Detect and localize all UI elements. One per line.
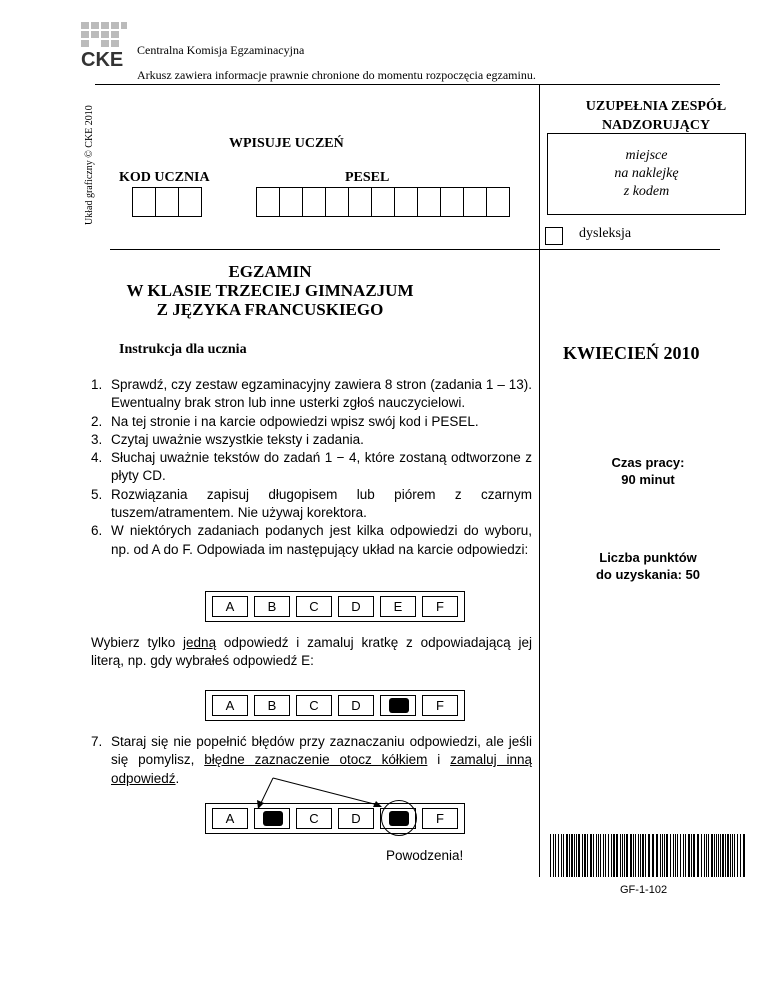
barcode-bar xyxy=(691,834,692,877)
answer-example-corrected xyxy=(205,803,465,834)
barcode-bar xyxy=(670,834,671,877)
answer-cell: D xyxy=(338,596,374,617)
fill-mark xyxy=(263,811,283,826)
barcode-bar xyxy=(593,834,594,877)
answer-cell: F xyxy=(422,695,458,716)
barcode-bar xyxy=(642,834,644,877)
barcode-bar xyxy=(635,834,636,877)
barcode-bar xyxy=(648,834,650,877)
answer-cell: E xyxy=(380,596,416,617)
barcode-bar xyxy=(701,834,702,877)
answer-cell: B xyxy=(254,596,290,617)
barcode-bar xyxy=(555,834,556,877)
barcode-bar xyxy=(603,834,604,877)
answer-cell: A xyxy=(212,808,248,829)
answer-cell: A xyxy=(212,695,248,716)
answer-cell-filled xyxy=(254,808,290,829)
barcode-bar xyxy=(688,834,690,877)
answer-cell: A xyxy=(212,596,248,617)
barcode-bar xyxy=(590,834,592,877)
barcode-bar xyxy=(714,834,715,877)
dyslexia-checkbox[interactable] xyxy=(545,227,563,245)
barcode-bar xyxy=(662,834,663,877)
supervisor-heading: UZUPEŁNIA ZESPÓŁ NADZORUJĄCY xyxy=(585,99,727,133)
top-rule xyxy=(95,84,720,85)
barcode-bar xyxy=(704,834,705,877)
barcode-bar xyxy=(611,834,612,877)
barcode-bar xyxy=(633,834,634,877)
list-item: 6. W niektórych zadaniach podanych jest kilka odpowiedzi do wyboru, np. od A do F. Odpowiada im następujący układ na karcie odpowiedzi: xyxy=(91,523,532,557)
barcode-bar xyxy=(640,834,641,877)
barcode-bar xyxy=(693,834,695,877)
barcode-bar xyxy=(558,834,559,877)
section-rule xyxy=(110,249,720,250)
barcode-bar xyxy=(624,834,625,877)
barcode-bar xyxy=(660,834,661,877)
fill-mark xyxy=(389,698,409,713)
barcode-bar xyxy=(722,834,724,877)
confidential-notice: Arkusz zawiera informacje prawnie chronione do momentu rozpoczęcia egzaminu. xyxy=(137,68,536,82)
exam-duration: Czas pracy: 90 minut xyxy=(611,455,685,487)
pesel-field[interactable] xyxy=(257,187,510,217)
list-item: 4. Słuchaj uważnie tekstów do zadań 1 − 4, które zostaną odtworzone z płyty CD. xyxy=(91,450,532,484)
barcode-bar xyxy=(664,834,665,877)
barcode-bar xyxy=(622,834,623,877)
list-item: 3. Czytaj uważnie wszystkie teksty i zadania. xyxy=(91,431,364,447)
form-code: GF-1-102 xyxy=(620,884,668,896)
answer-cell: D xyxy=(338,808,374,829)
answer-cell: F xyxy=(422,808,458,829)
answer-cell: D xyxy=(338,695,374,716)
barcode-bar xyxy=(683,834,684,877)
barcode-bar xyxy=(561,834,562,877)
exam-date: KWIECIEŃ 2010 xyxy=(563,343,700,363)
barcode-sticker-area: miejsce na naklejkę z kodem xyxy=(547,133,746,215)
barcode-bar xyxy=(734,834,735,877)
instructions-list xyxy=(91,376,532,559)
barcode-bar xyxy=(685,834,686,877)
barcode-bar xyxy=(587,834,588,877)
barcode-bar xyxy=(677,834,678,877)
barcode-bar xyxy=(708,834,709,877)
barcode-bar xyxy=(730,834,731,877)
barcode-bar xyxy=(574,834,575,877)
barcode-bar xyxy=(706,834,707,877)
exam-title: EGZAMIN W KLASIE TRZECIEJ GIMNAZJUM Z JĘZYKA FRANCUSKIEGO xyxy=(126,262,414,319)
barcode-bar xyxy=(605,834,606,877)
answer-cell: B xyxy=(254,695,290,716)
column-divider xyxy=(539,84,540,877)
answer-cell: C xyxy=(296,808,332,829)
answer-example-filled xyxy=(205,690,465,721)
answer-cell: C xyxy=(296,695,332,716)
svg-text:CKE: CKE xyxy=(81,49,124,70)
barcode-bar xyxy=(673,834,674,877)
barcode-bar xyxy=(578,834,580,877)
answer-cell: F xyxy=(422,596,458,617)
student-heading: WPISUJE UCZEŃ xyxy=(229,136,344,151)
barcode-bar xyxy=(725,834,726,877)
barcode-bar xyxy=(743,834,745,877)
barcode-bar xyxy=(550,834,551,877)
barcode-bar xyxy=(732,834,733,877)
barcode-bar xyxy=(596,834,597,877)
barcode-bar xyxy=(652,834,654,877)
barcode-bar xyxy=(620,834,621,877)
cke-logo xyxy=(79,20,129,70)
instructions-heading: Instrukcja dla ucznia xyxy=(119,342,247,357)
answer-cell-filled xyxy=(380,695,416,716)
graphic-credit: Układ graficzny © CKE 2010 xyxy=(84,105,95,225)
student-code-label: KOD UCZNIA xyxy=(119,170,210,185)
barcode-bar xyxy=(582,834,583,877)
answer-cell-circled xyxy=(380,808,416,829)
barcode-bar xyxy=(569,834,570,877)
list-item: 1. Sprawdź, czy zestaw egzaminacyjny zawiera 8 stron (zadania 1 – 13). Ewentualny brak stron lub inne usterki zgłoś nauczycielowi. xyxy=(91,377,532,411)
barcode-bar xyxy=(553,834,554,877)
barcode-bar xyxy=(697,834,699,877)
list-item: 7. Staraj się nie popełnić błędów przy zaznaczaniu odpowiedzi, ale jeśli się pomylisz, błędne zaznaczenie otocz kółkiem i zamaluj inną odpowiedź. xyxy=(91,734,532,786)
correction-circle xyxy=(381,800,417,836)
answer-cell: C xyxy=(296,596,332,617)
barcode-bar xyxy=(600,834,601,877)
choose-instruction: Wybierz tylko jedną odpowiedź i zamaluj kratkę z odpowiadającą jej literą, np. gdy wybrałeś odpowiedź E: xyxy=(91,635,532,669)
barcode-bar xyxy=(711,834,713,877)
barcode-bar xyxy=(656,834,658,877)
barcode-bar xyxy=(598,834,599,877)
barcode-bar xyxy=(718,834,719,877)
answer-example-blank xyxy=(205,591,465,622)
list-item: 2. Na tej stronie i na karcie odpowiedzi wpisz swój kod i PESEL. xyxy=(91,413,479,429)
barcode-bar xyxy=(727,834,729,877)
barcode-bar xyxy=(576,834,577,877)
barcode-bar xyxy=(645,834,646,877)
pesel-label: PESEL xyxy=(345,170,390,185)
barcode-bar xyxy=(566,834,568,877)
barcode-bar xyxy=(716,834,717,877)
barcode-bar xyxy=(613,834,615,877)
barcode-bar xyxy=(608,834,609,877)
barcode-bar xyxy=(584,834,586,877)
dyslexia-label: dysleksja xyxy=(579,226,632,241)
good-luck: Powodzenia! xyxy=(386,848,464,863)
barcode-bar xyxy=(720,834,721,877)
barcode-bar xyxy=(675,834,676,877)
barcode-bar xyxy=(740,834,741,877)
barcode-bar xyxy=(571,834,573,877)
barcode-bar xyxy=(666,834,668,877)
barcode-bar xyxy=(616,834,618,877)
barcode-bar xyxy=(630,834,632,877)
barcode-bar xyxy=(563,834,564,877)
barcode xyxy=(548,834,748,877)
barcode-bar xyxy=(680,834,681,877)
barcode-bar xyxy=(638,834,639,877)
barcode-bar xyxy=(626,834,628,877)
student-code-field[interactable] xyxy=(133,187,202,217)
org-name: Centralna Komisja Egzaminacyjna xyxy=(137,43,305,57)
list-item: 5. Rozwiązania zapisuj długopisem lub piórem z czarnym tuszem/atramentem. Nie używaj korektora. xyxy=(91,486,532,521)
barcode-bar xyxy=(737,834,738,877)
max-points: Liczba punktów do uzyskania: 50 xyxy=(595,550,701,582)
